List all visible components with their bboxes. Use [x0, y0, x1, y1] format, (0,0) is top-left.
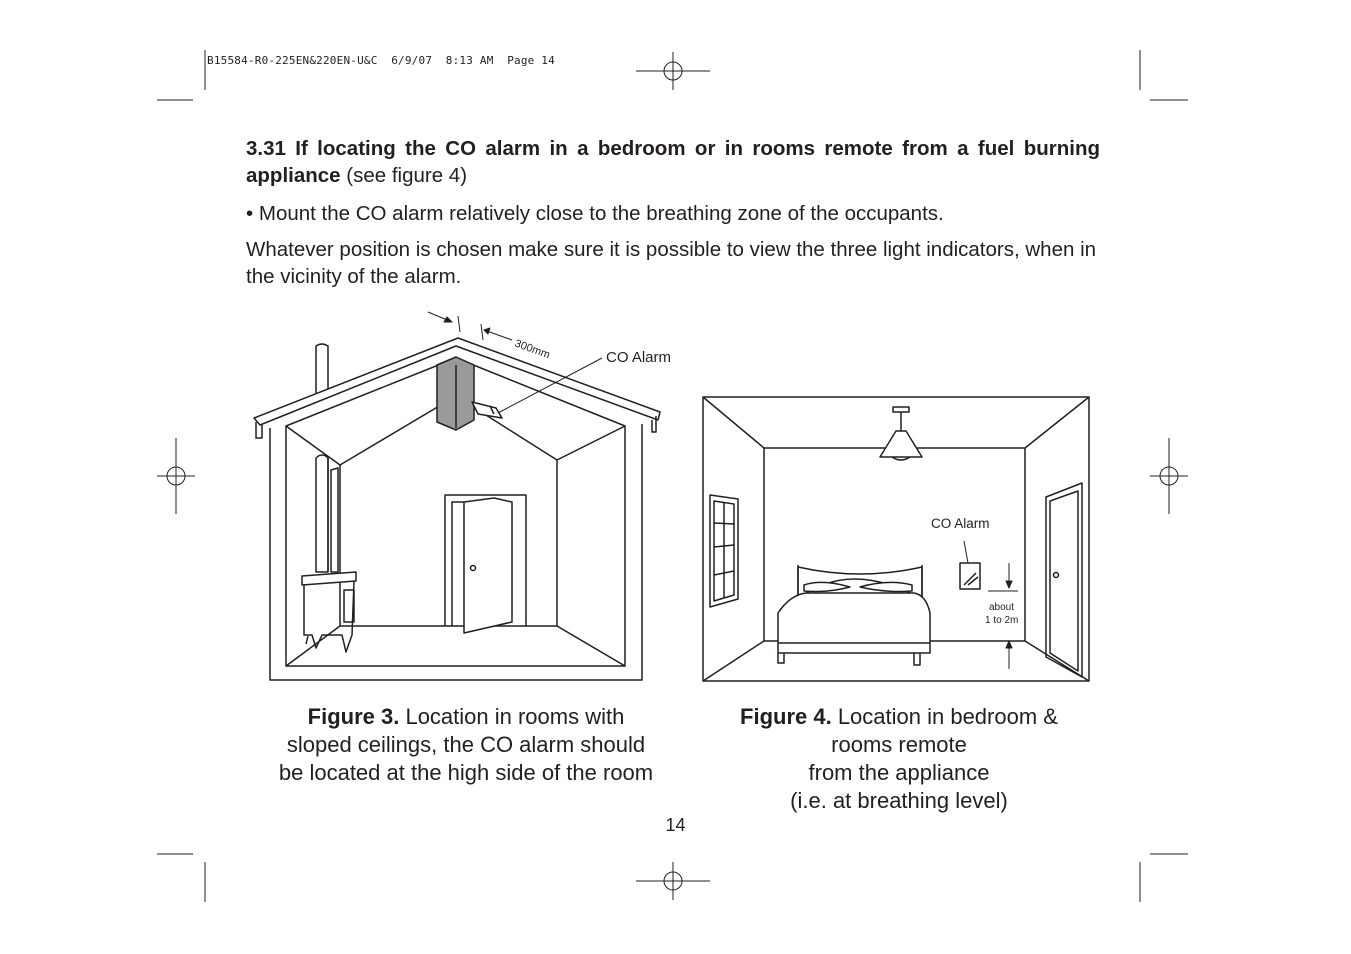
figure-4-caption-line-1: Location in bedroom &	[831, 704, 1058, 729]
figure-4-caption-bold: Figure 4.	[740, 704, 832, 729]
figure-4-caption-line-4: (i.e. at breathing level)	[790, 788, 1008, 813]
body-paragraph: Whatever position is chosen make sure it is possible to view the three light indicators, when in the vicinity of the alarm.	[246, 238, 1097, 288]
height-label-about: about	[989, 602, 1015, 613]
co-alarm-label-fig3: CO Alarm	[606, 349, 672, 366]
heading-bold: 3.31 If locating the CO alarm in a bedroom or in rooms remote from a fuel burning appliance	[246, 137, 1100, 187]
page-number: 14	[665, 815, 686, 835]
registration-mark-right	[1150, 438, 1188, 514]
print-slug: B15584-R0-225EN&220EN-U&C 6/9/07 8:13 AM Page 14	[207, 54, 555, 67]
figure-3-illustration	[250, 300, 690, 690]
figure-3-caption-bold: Figure 3.	[307, 704, 400, 729]
figure-3-caption-line-2: sloped ceilings, the CO alarm should	[286, 732, 646, 757]
section-heading	[246, 135, 1100, 189]
height-label-range: 1 to 2m	[985, 615, 1019, 626]
dimension-label: 300mm	[512, 337, 552, 362]
figure-4-caption-line-2: rooms remote	[831, 732, 967, 757]
figure-3-caption-line-3: be located at the high side of the room	[278, 760, 654, 785]
figure-4-illustration	[700, 395, 1095, 687]
figure-4-caption-line-3: from the appliance	[808, 760, 990, 785]
figure-3-caption	[246, 703, 686, 787]
figure-4-caption	[700, 703, 1098, 815]
registration-mark-left	[157, 438, 195, 514]
co-alarm-label-fig4: CO Alarm	[931, 516, 990, 531]
heading-normal: (see figure 4)	[340, 164, 468, 187]
figure-3-caption-line-1: Location in rooms with	[399, 704, 625, 729]
registration-mark-top	[636, 52, 710, 90]
bullet-point: • Mount the CO alarm relatively close to the breathing zone of the occupants.	[246, 202, 944, 225]
registration-mark-bottom	[636, 862, 710, 900]
